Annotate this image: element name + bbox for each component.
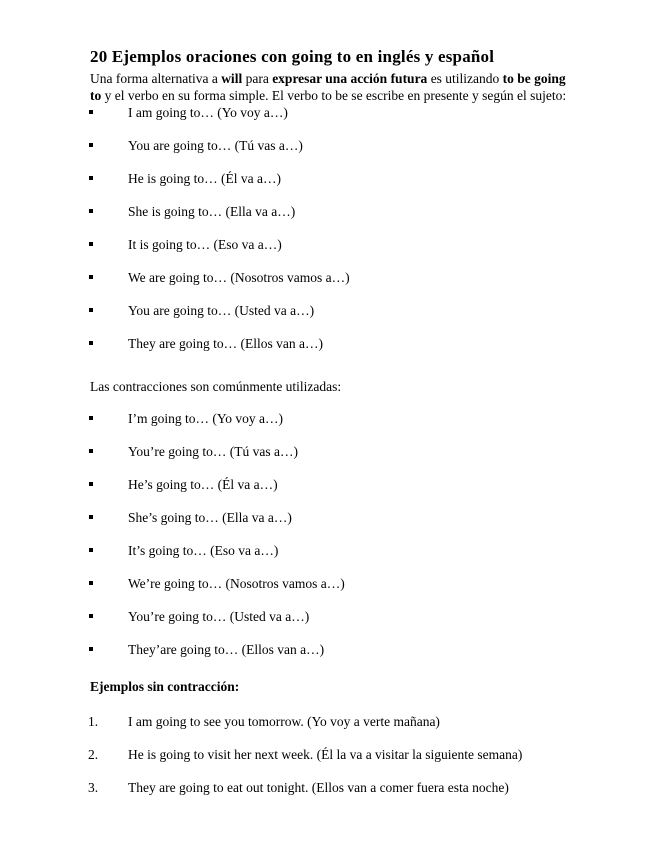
bullet-icon bbox=[89, 614, 93, 618]
list-item: She is going to… (Ella va a…) bbox=[90, 203, 570, 236]
document-title: 20 Ejemplos oraciones con going to en inglés y español bbox=[90, 47, 495, 66]
list-item: They’are going to… (Ellos van a…) bbox=[90, 641, 570, 674]
list-item: You’re going to… (Usted va a…) bbox=[90, 608, 570, 641]
intro-text-3: es utilizando bbox=[427, 71, 503, 86]
contractions-list bbox=[90, 410, 570, 674]
bullet-icon bbox=[89, 242, 93, 246]
list-item: They are going to… (Ellos van a…) bbox=[90, 335, 570, 368]
list-item: I’m going to… (Yo voy a…) bbox=[90, 410, 570, 443]
list-item: He’s going to… (Él va a…) bbox=[90, 476, 570, 509]
subject-list bbox=[90, 104, 570, 368]
list-item: She’s going to… (Ella va a…) bbox=[90, 509, 570, 542]
bullet-icon bbox=[89, 308, 93, 312]
bullet-icon bbox=[89, 515, 93, 519]
list-item: You’re going to… (Tú vas a…) bbox=[90, 443, 570, 476]
list-item: You are going to… (Tú vas a…) bbox=[90, 137, 570, 170]
list-item: 2. He is going to visit her next week. (Él la va a visitar la siguiente semana) bbox=[88, 747, 523, 762]
intro-bold-will: will bbox=[221, 71, 243, 86]
list-number: 3. bbox=[88, 780, 99, 795]
bullet-icon bbox=[89, 176, 93, 180]
bullet-icon bbox=[89, 275, 93, 279]
intro-text-1: Una forma alternativa a bbox=[90, 71, 222, 86]
document-page bbox=[90, 46, 570, 812]
bullet-icon bbox=[89, 548, 93, 552]
bullet-icon bbox=[89, 449, 93, 453]
list-item: 3. They are going to eat out tonight. (Ellos van a comer fuera esta noche) bbox=[88, 780, 509, 795]
examples-list bbox=[90, 713, 570, 812]
list-item: It’s going to… (Eso va a…) bbox=[90, 542, 570, 575]
list-item: You are going to… (Usted va a…) bbox=[90, 302, 570, 335]
bullet-icon bbox=[89, 647, 93, 651]
list-number: 2. bbox=[88, 747, 99, 762]
bullet-icon bbox=[89, 110, 93, 114]
bullet-icon bbox=[89, 341, 93, 345]
bullet-icon bbox=[89, 209, 93, 213]
list-item: I am going to… (Yo voy a…) bbox=[90, 104, 570, 137]
bullet-icon bbox=[89, 416, 93, 420]
list-item: He is going to… (Él va a…) bbox=[90, 170, 570, 203]
intro-text-4: y el verbo en su forma simple. El verbo to be se escribe en presente y según el sujeto: bbox=[101, 88, 567, 103]
intro-text-2: para bbox=[242, 71, 273, 86]
intro-paragraph bbox=[90, 70, 570, 104]
list-item: We’re going to… (Nosotros vamos a…) bbox=[90, 575, 570, 608]
intro-bold-going-to: to be going to bbox=[90, 71, 566, 103]
bullet-icon bbox=[89, 581, 93, 585]
list-item: It is going to… (Eso va a…) bbox=[90, 236, 570, 269]
list-item: We are going to… (Nosotros vamos a…) bbox=[90, 269, 570, 302]
bullet-icon bbox=[89, 143, 93, 147]
contractions-intro: Las contracciones son comúnmente utilizadas: bbox=[90, 379, 342, 394]
intro-bold-future: expresar una acción futura bbox=[272, 71, 428, 86]
list-number: 1. bbox=[88, 714, 99, 729]
examples-heading: Ejemplos sin contracción: bbox=[90, 679, 240, 694]
list-item: 1. I am going to see you tomorrow. (Yo voy a verte mañana) bbox=[88, 714, 440, 729]
bullet-icon bbox=[89, 482, 93, 486]
